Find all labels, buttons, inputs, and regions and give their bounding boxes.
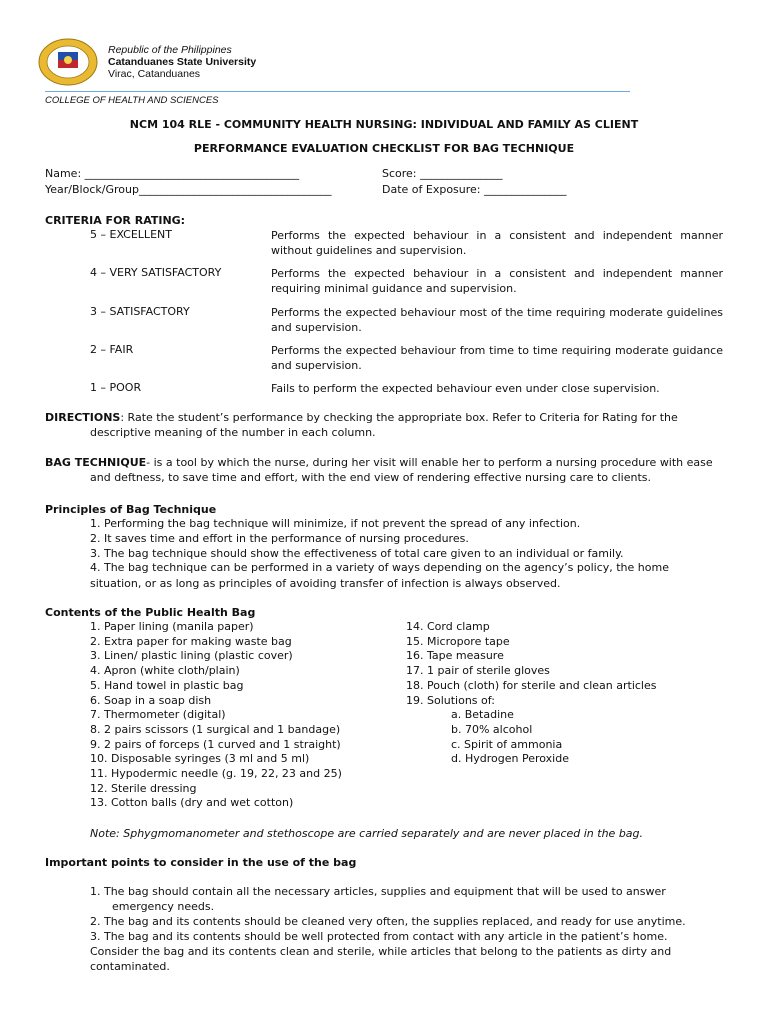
criteria-description: Performs the expected behaviour in a consistent and independent manner without guidelines and supervision. [271,229,723,257]
list-item: 1. Paper lining (manila paper) [90,620,254,633]
directions-paragraph [45,410,725,440]
name-field: Name: _______________________________________ [45,167,300,180]
list-item: 4. Apron (white cloth/plain) [90,664,240,678]
contents-list-right [406,620,657,767]
list-item: 17. 1 pair of sterile gloves [406,664,550,678]
important-point-3-cont: Consider the bag and its contents clean and sterile, while articles that belong to the patients as dirty and [90,945,672,958]
bag-technique-paragraph [45,455,725,485]
important-point-3-cont: contaminated. [90,960,170,973]
list-item: 5. Hand towel in plastic bag [90,678,244,692]
important-point-2: 2. The bag and its contents should be cleaned very often, the supplies replaced, and ready for use anytime. [90,915,686,928]
list-item: 19. Solutions of: [406,693,495,707]
solution-item: d. Hydrogen Peroxide [451,752,569,766]
bag-technique-label: BAG TECHNIQUE [45,456,147,469]
university-header [108,44,256,80]
list-item: 2. It saves time and effort in the performance of nursing procedures. [90,531,469,545]
list-item: 13. Cotton balls (dry and wet cotton) [90,796,294,810]
list-item: 9. 2 pairs of forceps (1 curved and 1 straight) [90,737,341,751]
bag-technique-text: - is a tool by which the nurse, during her visit will enable her to perform a nursing procedure with ease [146,456,713,469]
bag-technique-text-cont: and deftness, to save time and effort, with the end view of rendering effective nursing care to clients. [90,471,652,484]
contents-note: Note: Sphygmomanometer and stethoscope are carried separately and are never placed in the bag. [90,827,644,840]
criteria-label: 5 – EXCELLENT [90,228,172,241]
list-item: 18. Pouch (cloth) for sterile and clean articles [406,678,657,692]
course-title: NCM 104 RLE - COMMUNITY HEALTH NURSING: INDIVIDUAL AND FAMILY AS CLIENT [129,118,639,131]
university-name: Catanduanes State University [108,56,257,68]
header-divider [45,91,630,92]
list-item: 11. Hypodermic needle (g. 19, 22, 23 and 25) [90,767,342,781]
important-heading: Important points to consider in the use of the bag [45,856,357,869]
list-item: 7. Thermometer (digital) [90,708,226,722]
checklist-title: PERFORMANCE EVALUATION CHECKLIST FOR BAG TECHNIQUE [193,142,575,155]
date-of-exposure-field: Date of Exposure: _______________ [382,183,567,196]
list-item: 16. Tape measure [406,649,504,663]
solution-item: b. 70% alcohol [451,722,533,736]
list-item: 8. 2 pairs scissors (1 surgical and 1 bandage) [90,722,341,736]
republic-text: Republic of the Philippines [108,44,232,56]
list-item: 1. Performing the bag technique will minimize, if not prevent the spread of any infection. [90,517,581,530]
year-block-group-field: Year/Block/Group___________________________________ [45,183,332,196]
criteria-description: Performs the expected behaviour most of the time requiring moderate guidelines and supervision. [271,306,723,334]
university-location: Virac, Catanduanes [108,68,201,80]
list-item: 14. Cord clamp [406,620,490,633]
criteria-description: Performs the expected behaviour from time to time requiring moderate guidance and supervision. [271,344,723,372]
important-point-1-cont: emergency needs. [112,900,215,913]
criteria-label: 3 – SATISFACTORY [90,305,190,318]
solution-item: a. Betadine [451,708,514,722]
contents-list-left [90,620,342,811]
college-name: COLLEGE OF HEALTH AND SCIENCES [45,95,219,106]
list-item: 3. Linen/ plastic lining (plastic cover) [90,649,293,663]
directions-text-cont: descriptive meaning of the number in each column. [90,426,376,439]
important-point-3: 3. The bag and its contents should be well protected from contact with any article in the patient’s home. [90,930,668,943]
list-item: 6. Soap in a soap dish [90,693,212,707]
list-item: 3. The bag technique should show the effectiveness of total care given to an individual or family. [90,546,624,560]
principles-heading: Principles of Bag Technique [45,503,217,516]
criteria-label: 4 – VERY SATISFACTORY [90,266,222,279]
contents-heading: Contents of the Public Health Bag [45,606,256,619]
criteria-description: Fails to perform the expected behaviour even under close supervision. [271,382,660,395]
directions-text: : Rate the student’s performance by checking the appropriate box. Refer to Criteria for Rating for the [120,411,678,424]
criteria-label: 1 – POOR [90,381,142,394]
principles-list [90,517,669,576]
criteria-label: 2 – FAIR [90,343,134,356]
list-item: 2. Extra paper for making waste bag [90,634,292,648]
list-item: 10. Disposable syringes (3 ml and 5 ml) [90,752,310,766]
important-point-1: 1. The bag should contain all the necessary articles, supplies and equipment that will be used to answer [90,885,666,898]
score-field: Score: _______________ [382,167,503,180]
university-seal-logo [38,38,98,86]
criteria-heading: CRITERIA FOR RATING: [45,214,186,227]
solution-item: c. Spirit of ammonia [451,737,563,751]
directions-label: DIRECTIONS [45,411,121,424]
list-item: 4. The bag technique can be performed in a variety of ways depending on the agency’s policy, the home [90,561,669,575]
list-item: 15. Micropore tape [406,634,510,648]
list-item: 12. Sterile dressing [90,781,197,795]
principles-continuation: situation, or as long as principles of avoiding transfer of infection is always observed. [90,577,561,590]
criteria-description: Performs the expected behaviour in a consistent and independent manner requiring minimal guidance and supervision. [271,267,723,295]
